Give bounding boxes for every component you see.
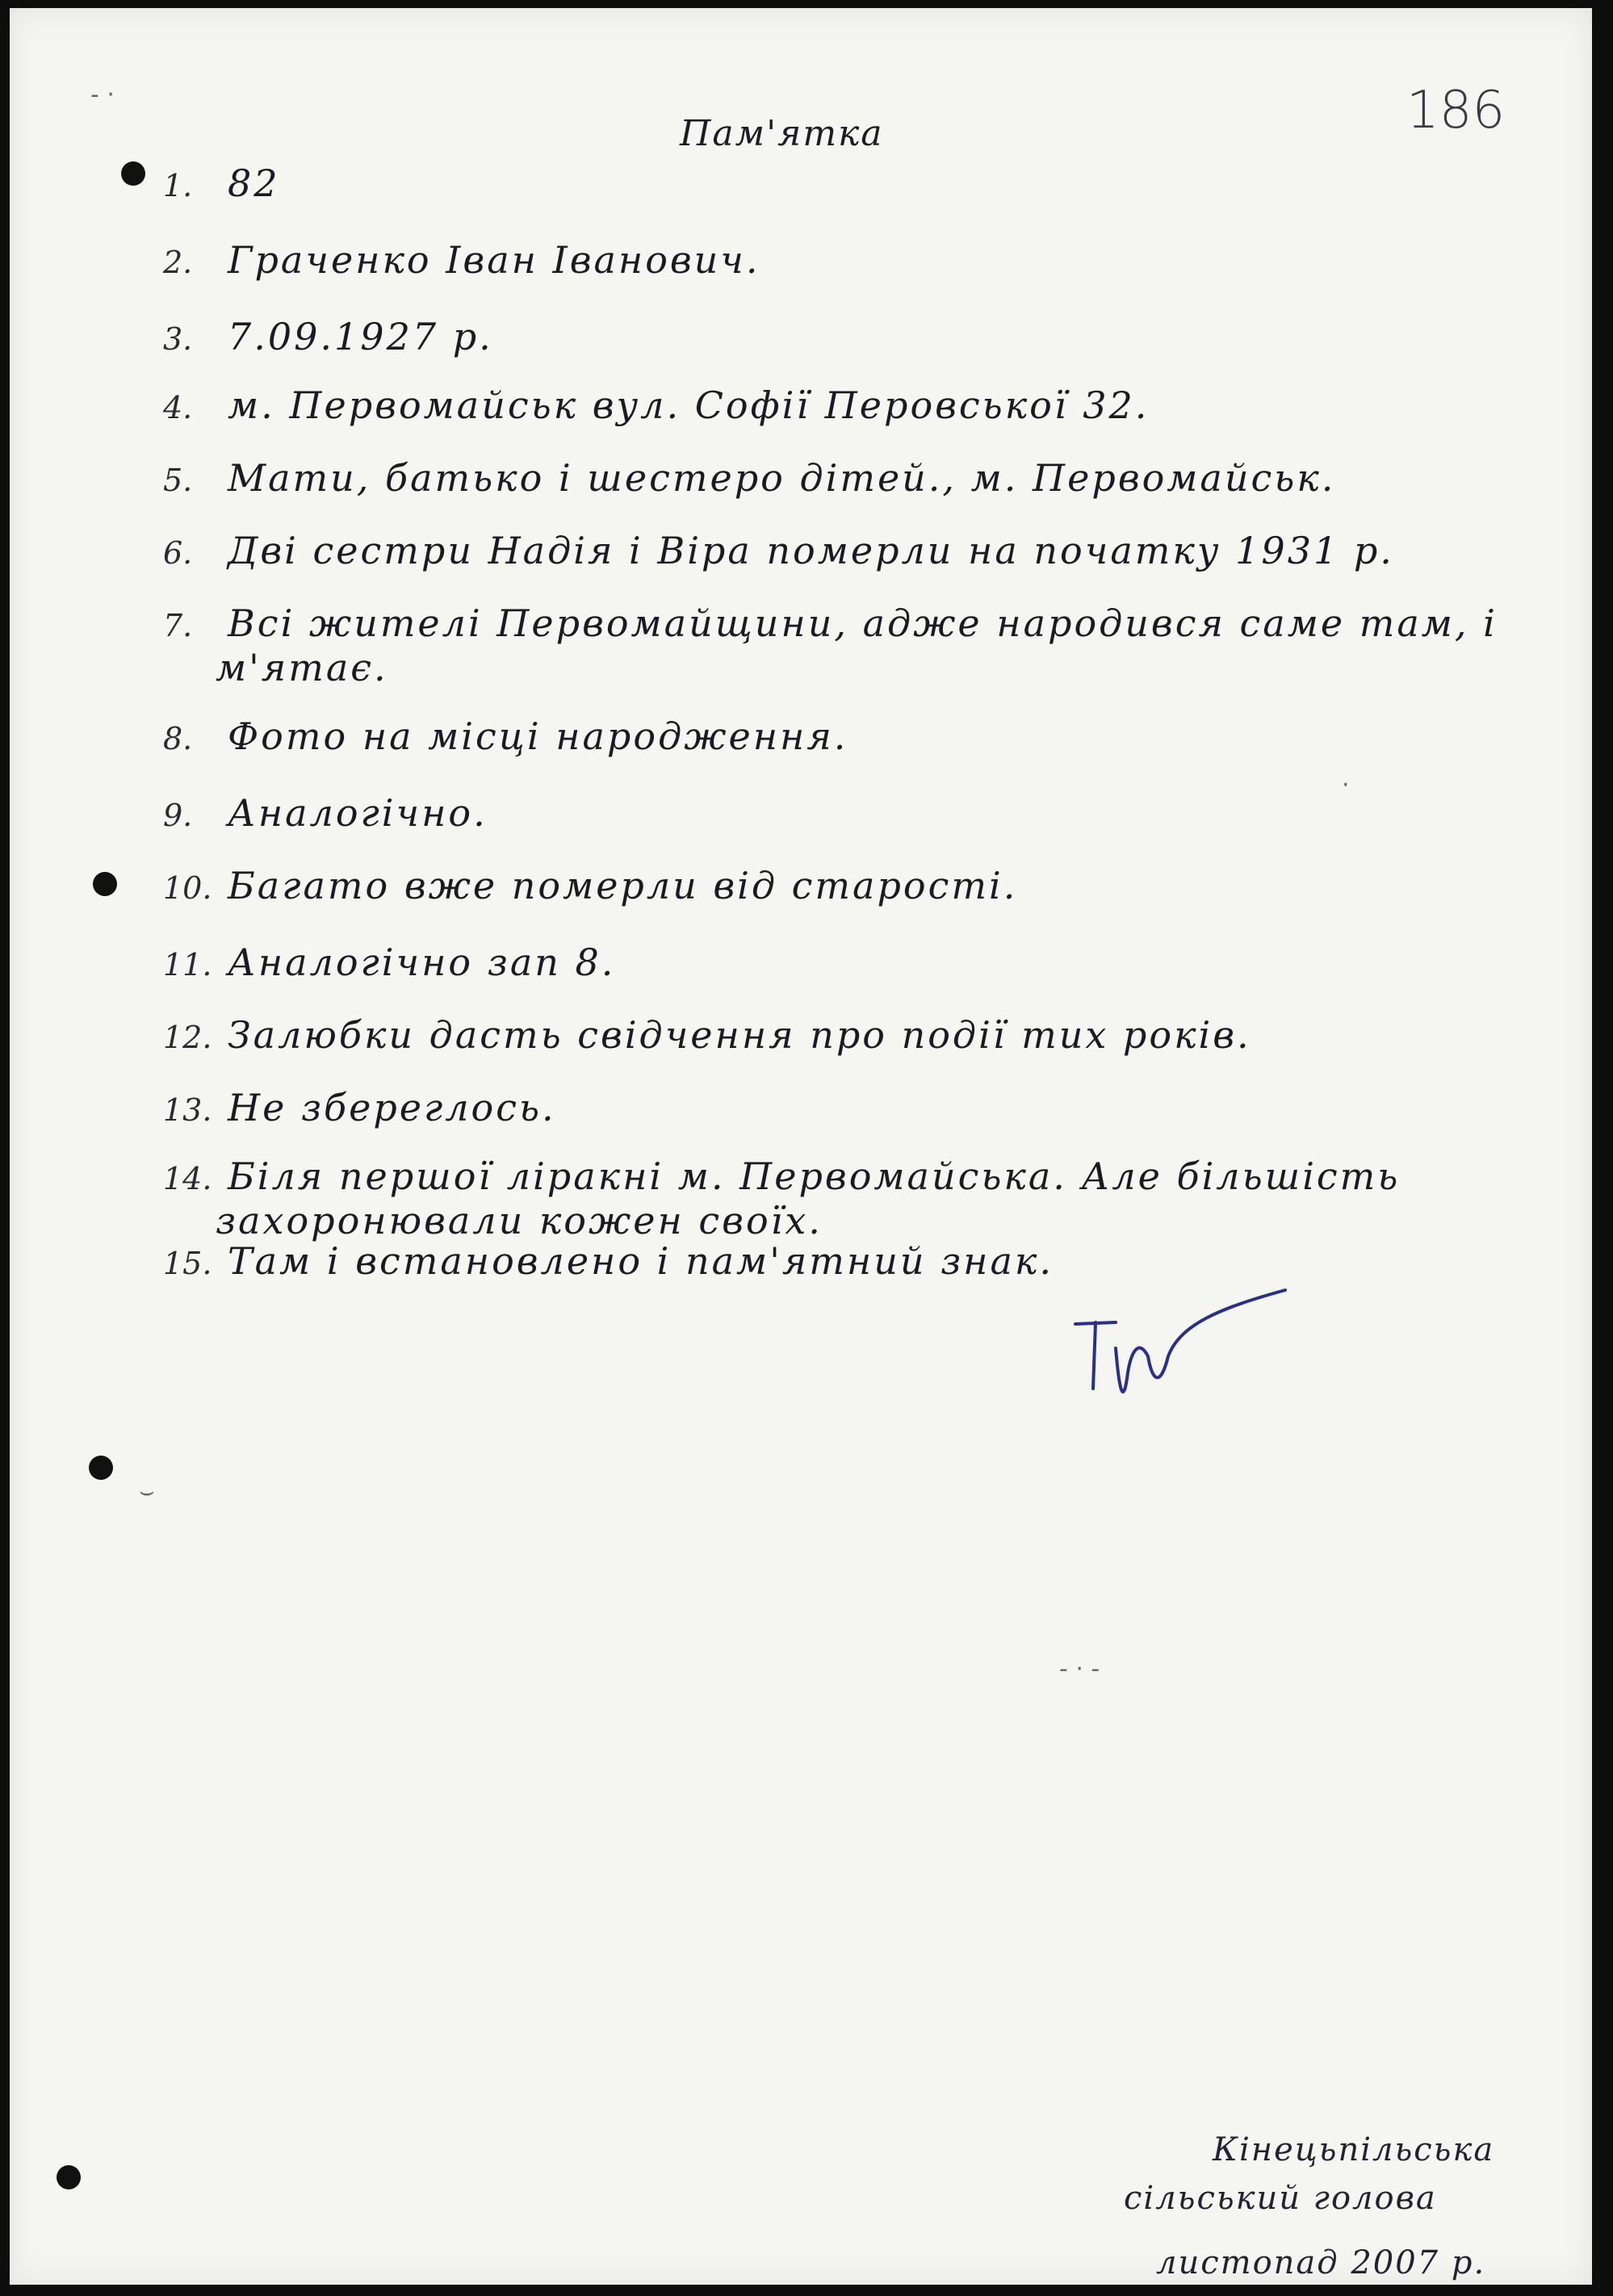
item-number: 13. <box>163 1092 212 1128</box>
list-item <box>163 1086 556 1129</box>
footer-village: Кінецьпільська <box>1213 2131 1495 2168</box>
item-text: Мати, батько і шестеро дітей., м. Первомайськ. <box>228 456 1336 500</box>
item-text: захоронювали кожен своїх. <box>216 1199 823 1242</box>
item-number: 5. <box>163 463 193 498</box>
list-item <box>163 383 1149 427</box>
punch-hole <box>121 161 145 186</box>
document-title: Пам'ятка <box>680 113 884 154</box>
item-text: Там і встановлено і пам'ятний знак. <box>228 1239 1054 1283</box>
item-text: Фото на місці народження. <box>228 714 848 758</box>
list-item <box>163 1013 1251 1057</box>
list-item <box>163 161 280 205</box>
punch-hole <box>93 872 117 896</box>
list-item <box>163 1154 1400 1198</box>
stray-mark: - · <box>90 81 115 109</box>
item-text: Багато вже померли від старості. <box>228 864 1018 907</box>
item-number: 2. <box>163 245 193 280</box>
item-text: Біля першої ліракні м. Первомайська. Але більшість <box>228 1154 1401 1198</box>
item-text: 82 <box>228 161 280 205</box>
item-number: 6. <box>163 535 193 571</box>
item-text: Аналогічно зап 8. <box>228 941 616 984</box>
stray-mark: ⌣ <box>139 1477 155 1506</box>
page-number: 186 <box>1406 81 1506 140</box>
stray-mark: - · - <box>1059 1655 1100 1683</box>
item-number: 10. <box>163 870 212 906</box>
list-item <box>163 529 1394 572</box>
punch-hole <box>57 2165 81 2189</box>
punch-hole <box>89 1456 113 1480</box>
item-text: Дві сестри Надія і Віра померли на початку 1931 р. <box>228 529 1394 572</box>
list-item-continuation <box>216 646 388 689</box>
footer-date: листопад 2007 р. <box>1156 2244 1486 2281</box>
signature-mark <box>1059 1276 1301 1413</box>
item-number: 3. <box>163 321 193 357</box>
item-text: Граченко Іван Іванович. <box>228 238 760 282</box>
item-number: 7. <box>163 608 193 643</box>
document-page <box>10 8 1592 2285</box>
footer-position: сільський голова <box>1124 2180 1437 2217</box>
list-item <box>163 238 760 282</box>
stray-mark: · <box>1342 771 1350 799</box>
list-item <box>163 714 848 758</box>
item-number: 15. <box>163 1246 212 1281</box>
list-item <box>163 864 1017 907</box>
item-number: 4. <box>163 390 193 425</box>
item-text: Не збереглось. <box>228 1086 556 1129</box>
item-text: м'ятає. <box>216 646 388 689</box>
list-item <box>163 791 488 835</box>
item-text: Аналогічно. <box>228 791 488 835</box>
item-number: 14. <box>163 1161 212 1196</box>
item-number: 9. <box>163 798 193 833</box>
list-item <box>163 941 615 984</box>
list-item-continuation <box>216 1199 823 1242</box>
list-item <box>163 1239 1054 1283</box>
item-number: 1. <box>163 168 193 203</box>
item-number: 12. <box>163 1020 212 1055</box>
list-item <box>163 315 493 358</box>
list-item <box>163 601 1498 645</box>
item-text: Всі жителі Первомайщини, адже народився саме там, і <box>228 601 1498 645</box>
item-number: 8. <box>163 721 193 756</box>
item-text: 7.09.1927 р. <box>228 315 493 358</box>
list-item <box>163 456 1335 500</box>
item-text: Залюбки дасть свідчення про події тих років. <box>228 1013 1251 1057</box>
item-number: 11. <box>163 947 212 983</box>
item-text: м. Первомайськ вул. Софії Перовської 32. <box>228 383 1150 427</box>
